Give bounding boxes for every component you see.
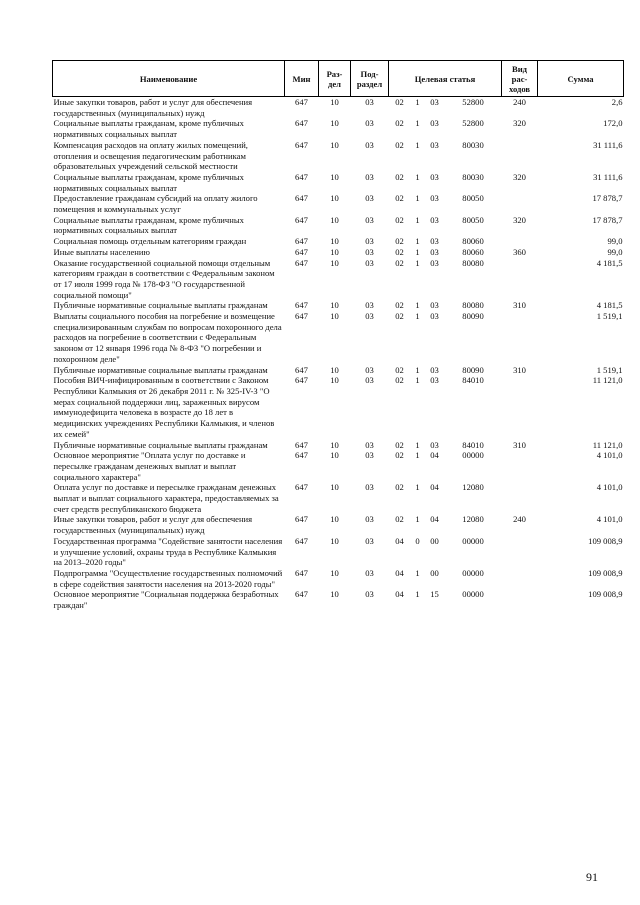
table-row [53,258,624,301]
table-row [53,536,624,568]
row-target-subprogram: 1 [415,439,420,450]
row-target-program: 02 [395,514,404,525]
row-vid [502,482,538,514]
row-target-program: 02 [395,214,404,225]
row-target-event: 03 [430,364,439,375]
table-row [53,300,624,311]
row-target-subprogram: 1 [415,364,420,375]
row-target-event: 03 [430,171,439,182]
row-target-event: 03 [430,214,439,225]
row-podrazdel: 03 [365,257,374,268]
row-target-subprogram: 1 [415,171,420,182]
row-target-direction: 00000 [462,450,484,461]
row-sum: 11 121,0 [592,375,623,386]
row-target-event: 03 [430,439,439,450]
row-sum: 109 008,9 [588,535,623,546]
row-podrazdel: 03 [365,535,374,546]
row-vid: 310 [513,300,526,311]
row-name: Подпрограмма "Осуществление государственных полномочий в сфере содействия занятости населения на 2013-2020 годы" [53,567,283,589]
row-vid: 320 [513,118,526,129]
row-podrazdel: 03 [365,246,374,257]
header-sum: Сумма [538,61,624,97]
row-sum: 109 008,9 [588,589,623,600]
row-razdel: 10 [330,535,339,546]
row-name: Публичные нормативные социальные выплаты гражданам [53,439,268,450]
row-podrazdel: 03 [365,375,374,386]
row-min: 647 [295,482,308,493]
row-min: 647 [295,535,308,546]
row-vid [502,193,538,214]
row-name: Иные выплаты населению [53,246,150,257]
row-razdel: 10 [330,311,339,322]
row-sum: 99,0 [607,246,623,257]
row-sum: 11 121,0 [592,439,623,450]
table-row [53,440,624,451]
table-row [53,247,624,258]
row-target-event: 03 [430,300,439,311]
table-row [53,365,624,376]
row-target-direction: 84010 [462,375,484,386]
header-podrazdel: Под- раздел [351,61,389,97]
row-target-event: 04 [430,514,439,525]
row-podrazdel: 03 [365,139,374,150]
row-vid: 240 [513,97,526,107]
row-vid [502,258,538,301]
row-name: Социальные выплаты гражданам, кроме публичных нормативных социальных выплат [53,118,244,140]
row-target-subprogram: 1 [415,482,420,493]
row-name: Основное мероприятие "Социальная поддержка безработных граждан" [53,589,279,611]
row-sum: 1 519,1 [596,364,623,375]
row-razdel: 10 [330,567,339,578]
row-min: 647 [295,567,308,578]
row-target-event: 03 [430,257,439,268]
row-sum: 4 181,5 [596,300,623,311]
row-vid [502,568,538,589]
row-razdel: 10 [330,171,339,182]
row-vid: 240 [513,514,526,525]
row-target-program: 02 [395,118,404,129]
row-min: 647 [295,139,308,150]
row-target-subprogram: 1 [415,567,420,578]
row-podrazdel: 03 [365,514,374,525]
row-sum: 1 519,1 [596,311,623,322]
row-sum: 4 101,0 [596,450,623,461]
row-min: 647 [295,514,308,525]
row-vid: 360 [513,246,526,257]
page-number: 91 [586,870,598,884]
row-target-direction: 80030 [462,139,484,150]
row-sum: 2,6 [611,97,623,107]
row-name: Государственная программа "Содействие занятости населения и улучшение условий, охраны труда в Республике Калмыкия на 2013–2020 годы" [53,535,283,568]
row-razdel: 10 [330,300,339,311]
row-target-program: 02 [395,246,404,257]
row-vid [502,140,538,172]
row-target-program: 02 [395,482,404,493]
row-razdel: 10 [330,589,339,600]
row-target-event: 00 [430,535,439,546]
row-min: 647 [295,246,308,257]
row-podrazdel: 03 [365,450,374,461]
row-min: 647 [295,300,308,311]
row-vid [502,311,538,365]
row-target-direction: 80050 [462,214,484,225]
row-min: 647 [295,257,308,268]
table-row [53,172,624,193]
table-row [53,482,624,514]
table-row [53,568,624,589]
row-target-direction: 80080 [462,257,484,268]
row-vid [502,450,538,482]
row-vid [502,236,538,247]
row-name: Пособия ВИЧ-инфицированным в соответствии с Законом Республики Калмыкия от 26 декабря 2011 г. № 325-IV-З "О мерах социальной поддержки лиц, зараженных вирусом иммунодефицита человека в возрасте до 18 лет в медицинских учреждениях Республики Калмыкия, и членов их семей" [53,375,275,439]
row-razdel: 10 [330,439,339,450]
row-target-direction: 84010 [462,439,484,450]
row-razdel: 10 [330,482,339,493]
row-target-event: 03 [430,246,439,257]
row-target-program: 02 [395,439,404,450]
row-sum: 99,0 [607,236,623,247]
row-name: Иные закупки товаров, работ и услуг для обеспечения государственных (муниципальных) нужд [53,514,253,536]
table-row [53,97,624,119]
row-target-direction: 80090 [462,311,484,322]
row-min: 647 [295,118,308,129]
row-podrazdel: 03 [365,171,374,182]
row-target-direction: 80060 [462,246,484,257]
row-podrazdel: 03 [365,236,374,247]
row-target-direction: 80080 [462,300,484,311]
row-razdel: 10 [330,450,339,461]
row-min: 647 [295,450,308,461]
row-name: Иные закупки товаров, работ и услуг для обеспечения государственных (муниципальных) нужд [53,97,253,118]
row-target-program: 04 [395,567,404,578]
row-target-event: 03 [430,118,439,129]
row-target-program: 02 [395,375,404,386]
row-podrazdel: 03 [365,193,374,204]
row-target-subprogram: 1 [415,214,420,225]
row-target-event: 03 [430,193,439,204]
row-target-direction: 12080 [462,514,484,525]
row-target-subprogram: 1 [415,450,420,461]
row-name: Оплата услуг по доставке и пересылке гражданам денежных выплат и выплат социального характера, предоставляемых за счет средств республиканского бюджета [53,482,279,514]
row-min: 647 [295,97,308,107]
row-target-event: 03 [430,375,439,386]
row-target-direction: 80030 [462,171,484,182]
table-row [53,215,624,236]
row-target-program: 02 [395,311,404,322]
row-sum: 17 878,7 [592,193,623,204]
row-sum: 172,0 [603,118,623,129]
row-min: 647 [295,236,308,247]
table-row [53,193,624,214]
row-min: 647 [295,589,308,600]
table-body [53,97,624,611]
row-name: Социальная помощь отдельным категориям граждан [53,236,247,247]
row-podrazdel: 03 [365,439,374,450]
row-vid [502,536,538,568]
row-name: Выплаты социального пособия на погребение и возмещение специализированным службам по вопросам похоронного дела расходов на погребение в соответствии с Федеральным законом от 12 января 1996 года № 8-ФЗ "О погребении и похоронном деле" [53,311,282,364]
row-target-program: 02 [395,450,404,461]
row-target-direction: 80090 [462,364,484,375]
table-row [53,589,624,610]
row-razdel: 10 [330,375,339,386]
table-row [53,450,624,482]
header-target: Целевая статья [389,61,502,97]
row-target-direction: 00000 [462,535,484,546]
table-row [53,514,624,535]
row-target-event: 03 [430,139,439,150]
budget-table [52,60,624,611]
row-podrazdel: 03 [365,97,374,107]
row-target-event: 15 [430,589,439,600]
header-vid: Вид рас- ходов [502,61,538,97]
row-podrazdel: 03 [365,567,374,578]
row-target-subprogram: 1 [415,589,420,600]
row-name: Предоставление гражданам субсидий на оплату жилого помещения и коммунальных услуг [53,193,258,215]
row-sum: 17 878,7 [592,214,623,225]
row-target-program: 02 [395,193,404,204]
row-razdel: 10 [330,139,339,150]
row-target-program: 02 [395,257,404,268]
row-razdel: 10 [330,236,339,247]
row-target-subprogram: 1 [415,300,420,311]
row-podrazdel: 03 [365,364,374,375]
row-vid [502,375,538,439]
row-target-subprogram: 1 [415,236,420,247]
row-target-subprogram: 1 [415,139,420,150]
row-sum: 4 101,0 [596,482,623,493]
row-name: Социальные выплаты гражданам, кроме публичных нормативных социальных выплат [53,171,244,193]
row-target-program: 02 [395,236,404,247]
row-sum: 109 008,9 [588,567,623,578]
row-target-program: 02 [395,364,404,375]
row-podrazdel: 03 [365,589,374,600]
row-target-subprogram: 1 [415,311,420,322]
row-podrazdel: 03 [365,482,374,493]
row-target-program: 02 [395,139,404,150]
row-target-subprogram: 0 [415,535,420,546]
row-min: 647 [295,193,308,204]
row-min: 647 [295,364,308,375]
header-razdel: Раз- дел [319,61,351,97]
table-row [53,236,624,247]
row-target-direction: 52800 [462,118,484,129]
row-name: Основное мероприятие "Оплата услуг по доставке и пересылке гражданам денежных выплат и выплат социального характера" [53,450,246,482]
row-target-direction: 80060 [462,236,484,247]
row-razdel: 10 [330,514,339,525]
row-target-subprogram: 1 [415,246,420,257]
row-razdel: 10 [330,193,339,204]
row-podrazdel: 03 [365,118,374,129]
table-row [53,311,624,365]
row-razdel: 10 [330,364,339,375]
row-target-subprogram: 1 [415,257,420,268]
row-name: Социальные выплаты гражданам, кроме публичных нормативных социальных выплат [53,214,244,236]
row-min: 647 [295,439,308,450]
row-target-direction: 00000 [462,589,484,600]
row-target-direction: 12080 [462,482,484,493]
row-target-program: 02 [395,171,404,182]
header-name: Наименование [53,61,285,97]
row-target-program: 04 [395,589,404,600]
row-sum: 31 111,6 [593,139,623,150]
row-podrazdel: 03 [365,214,374,225]
row-vid: 320 [513,214,526,225]
table-header-row [53,61,624,97]
row-target-event: 04 [430,482,439,493]
row-target-program: 02 [395,300,404,311]
row-name: Оказание государственной социальной помощи отдельным категориям граждан в соответствии с Федеральным законом от 17 июля 1999 года № 178-ФЗ "О государственной социальной помощи" [53,257,275,300]
row-podrazdel: 03 [365,300,374,311]
row-min: 647 [295,311,308,322]
row-min: 647 [295,375,308,386]
row-name: Публичные нормативные социальные выплаты гражданам [53,364,268,375]
row-vid: 320 [513,171,526,182]
row-target-subprogram: 1 [415,193,420,204]
row-target-event: 03 [430,236,439,247]
row-min: 647 [295,214,308,225]
row-target-subprogram: 1 [415,118,420,129]
row-razdel: 10 [330,257,339,268]
row-target-subprogram: 1 [415,97,420,107]
row-vid: 310 [513,439,526,450]
row-podrazdel: 03 [365,311,374,322]
row-min: 647 [295,171,308,182]
row-target-program: 04 [395,535,404,546]
header-min: Мин [285,61,319,97]
row-target-subprogram: 1 [415,514,420,525]
row-razdel: 10 [330,97,339,107]
row-target-direction: 52800 [462,97,484,107]
table-row [53,140,624,172]
row-target-program: 02 [395,97,404,107]
row-target-event: 03 [430,97,439,107]
row-target-direction: 80050 [462,193,484,204]
row-razdel: 10 [330,118,339,129]
row-razdel: 10 [330,246,339,257]
row-target-event: 03 [430,311,439,322]
row-sum: 4 101,0 [596,514,623,525]
row-sum: 31 111,6 [593,171,623,182]
row-vid [502,589,538,610]
table-row [53,375,624,439]
row-target-event: 00 [430,567,439,578]
row-razdel: 10 [330,214,339,225]
row-target-direction: 00000 [462,567,484,578]
row-target-event: 04 [430,450,439,461]
row-sum: 4 181,5 [596,257,623,268]
row-vid: 310 [513,364,526,375]
row-name: Компенсация расходов на оплату жилых помещений, отопления и освещения педагогическим работникам образовательных учреждений сельской местности [53,139,248,172]
row-name: Публичные нормативные социальные выплаты гражданам [53,300,268,311]
row-target-subprogram: 1 [415,375,420,386]
table-row [53,118,624,139]
